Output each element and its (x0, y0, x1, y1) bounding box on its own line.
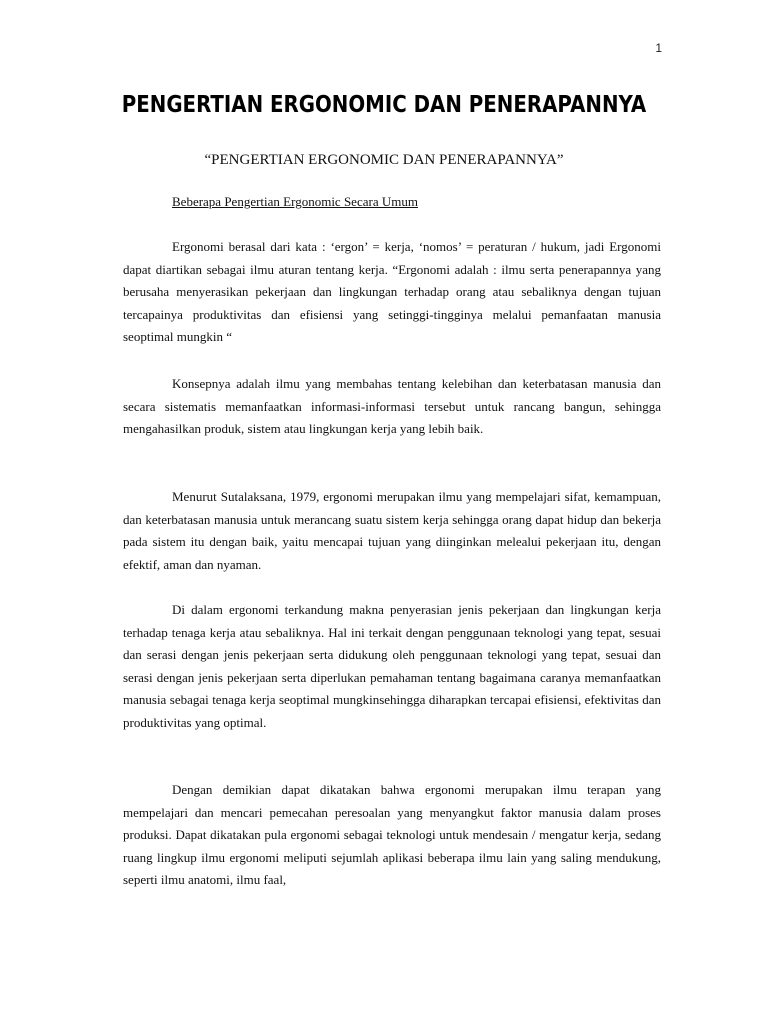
paragraph: Menurut Sutalaksana, 1979, ergonomi merupakan ilmu yang mempelajari sifat, kemampuan, dan keterbatasan manusia untuk merancang suatu sistem kerja sehingga orang dapat hidup dan bekerja pada sistem itu dengan baik, yaitu mencapai tujuan yang diinginkan melealui pekerjaan itu, dengan efektif, aman dan nyaman. (123, 489, 661, 572)
paragraph: Dengan demikian dapat dikatakan bahwa ergonomi merupakan ilmu terapan yang mempelajari dan mencari pemecahan peresoalan yang menyangkut faktor manusia dalam proses produksi. Dapat dikatakan pula ergonomi sebagai teknologi untuk mendesain / mengatur kerja, sedang ruang lingkup ilmu ergonomi meliputi sejumlah aplikasi beberapa ilmu lain yang saling mendukung, seperti ilmu anatomi, ilmu faal, (123, 782, 661, 887)
paragraph: Ergonomi berasal dari kata : ‘ergon’ = kerja, ‘nomos’ = peraturan / hukum, jadi Ergonomi dapat diartikan sebagai ilmu aturan tentang kerja. “Ergonomi adalah : ilmu serta penerapannya yang berusaha menyerasikan pekerjaan dan lingkungan terhadap orang atau sebaliknya dengan tujuan tercapainya produktivitas dan efisiensi yang setinggi-tingginya melalui pemanfaatan manusia seoptimal mungkin “ (123, 239, 661, 344)
main-title: PENGERTIAN ERGONOMIC DAN PENERAPANNYA (121, 92, 647, 118)
paragraph: Di dalam ergonomi terkandung makna penyerasian jenis pekerjaan dan lingkungan kerja terhadap tenaga kerja atau sebaliknya. Hal ini terkait dengan penggunaan teknologi yang tepat, sesuai dan serasi dengan jenis pekerjaan serta didukung oleh penggunaan teknologi yang tepat, sesuai dan serasi dengan jenis pekerjaan serta diperlukan pemahaman tentang bagaimana caranya memanfaatkan manusia sebagai tenaga kerja seoptimal mungkinsehingga diharapkan tercapai efisiensi, efektivitas dan produktivitas yang optimal. (123, 602, 661, 730)
subtitle: “PENGERTIAN ERGONOMIC DAN PENERAPANNYA” (204, 152, 564, 168)
page-number: 1 (655, 41, 662, 55)
section-heading: Beberapa Pengertian Ergonomic Secara Umum (172, 194, 418, 209)
paragraph: Konsepnya adalah ilmu yang membahas tentang kelebihan dan keterbatasan manusia dan secara sistematis memanfaatkan informasi-informasi tersebut untuk rancang bangun, sehingga mengahasilkan produk, sistem atau lingkungan kerja yang lebih baik. (123, 376, 661, 436)
